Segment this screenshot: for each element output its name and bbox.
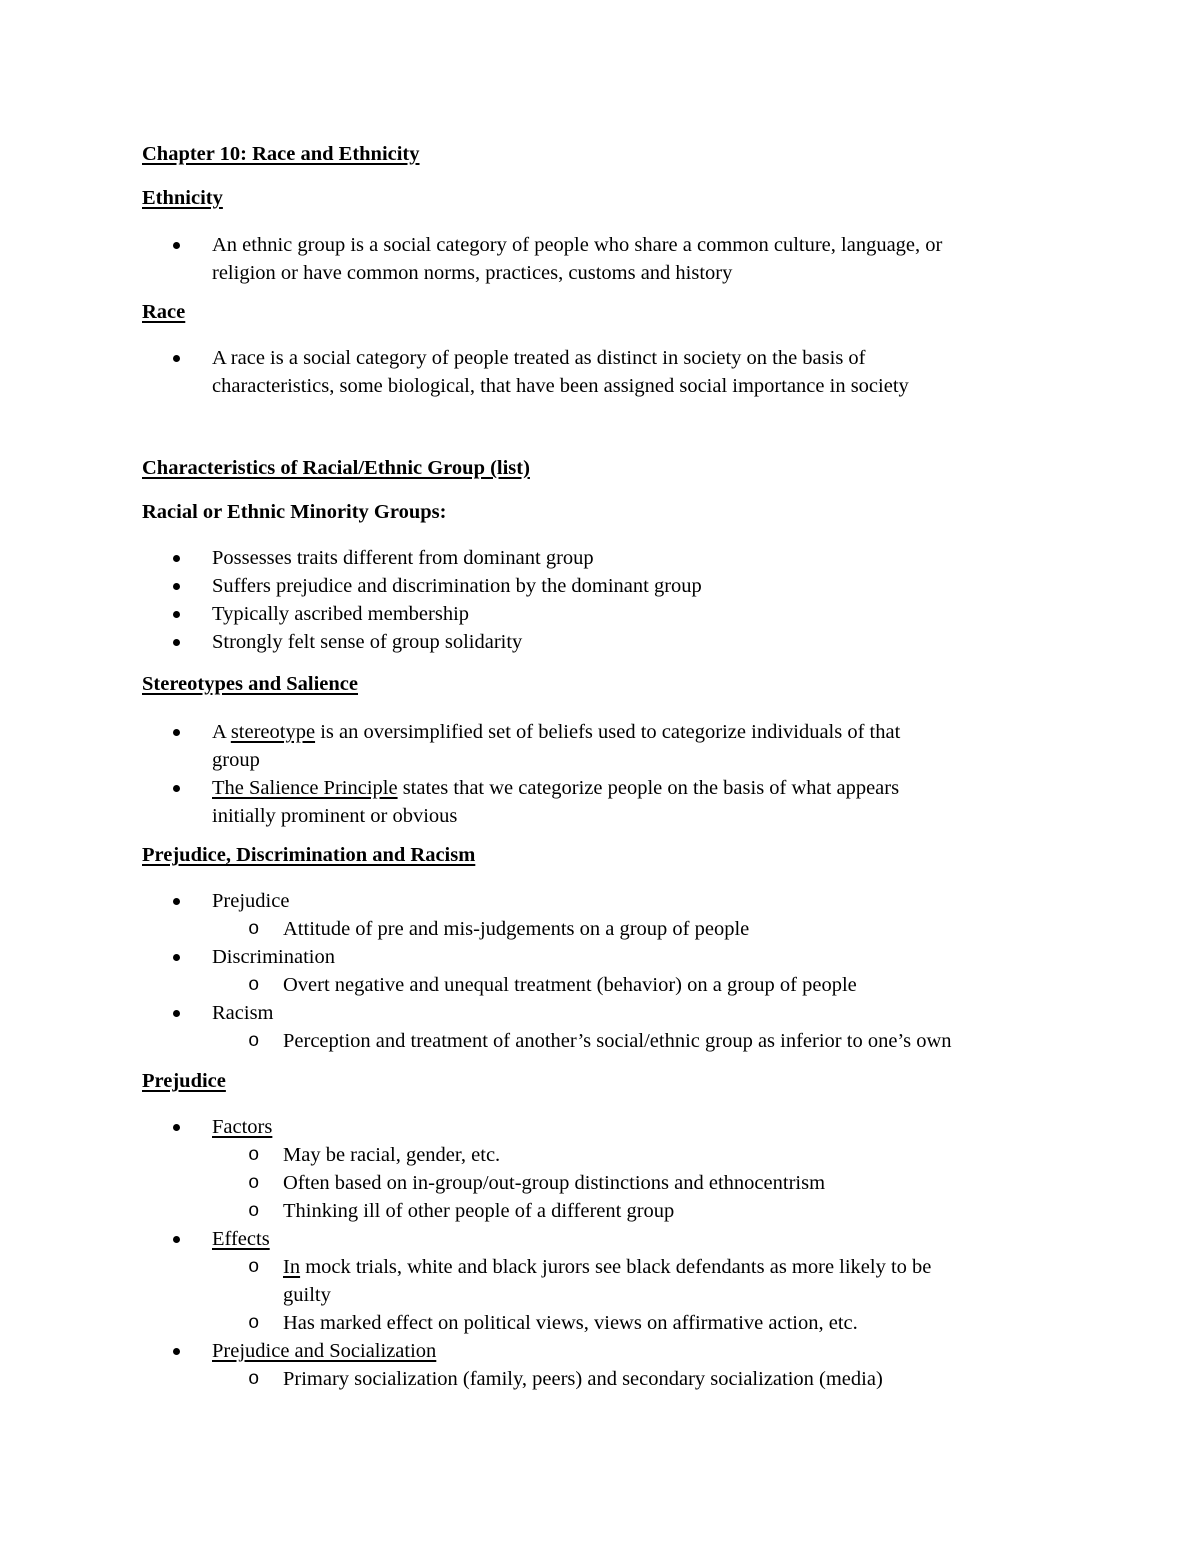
list-item: An ethnic group is a social category of people who share a common culture, language, or religion or have common norms, practices, customs and history <box>0 231 1072 287</box>
prejudice-list <box>0 1113 1200 1393</box>
sub-list-item: o Primary socialization (family, peers) and secondary socialization (media) <box>0 1365 1083 1393</box>
characteristics-list <box>0 544 1200 656</box>
minority-groups-subheading: Racial or Ethnic Minority Groups: <box>142 501 447 523</box>
stereotypes-list <box>0 718 1200 830</box>
ethnicity-heading: Ethnicity <box>142 187 223 209</box>
list-item: Factors <box>0 1113 1072 1141</box>
sub-list-item: o Often based on in-group/out-group distinctions and ethnocentrism <box>0 1169 1083 1197</box>
sub-list-item: o Thinking ill of other people of a different group <box>0 1197 1083 1225</box>
sub-list-item: o Perception and treatment of another’s social/ethnic group as inferior to one’s own <box>0 1027 1113 1055</box>
prejudice-heading: Prejudice <box>142 1070 226 1092</box>
list-item: Prejudice and Socialization <box>0 1337 1072 1365</box>
stereotype-term: stereotype <box>230 721 316 743</box>
sub-list-item: o Has marked effect on political views, views on affirmative action, etc. <box>0 1309 1083 1337</box>
sub-list-item: o May be racial, gender, etc. <box>0 1141 1083 1169</box>
list-item: Typically ascribed membership <box>0 600 1072 628</box>
sub-list-item: o In mock trials, white and black jurors see black defendants as more likely to be guilty <box>0 1253 1083 1309</box>
list-item: Prejudice <box>0 887 1072 915</box>
pdr-heading: Prejudice, Discrimination and Racism <box>142 844 476 866</box>
list-item: Strongly felt sense of group solidarity <box>0 628 1072 656</box>
ethnicity-list <box>0 231 1200 287</box>
list-item: Effects <box>0 1225 1072 1253</box>
salience-principle-term: The Salience Principle <box>212 777 398 799</box>
pdr-list <box>0 887 1200 1055</box>
list-item: Racism <box>0 999 1072 1027</box>
page-title: Chapter 10: Race and Ethnicity <box>142 143 420 165</box>
list-item: Discrimination <box>0 943 1072 971</box>
race-list <box>0 344 1200 400</box>
list-item: A race is a social category of people treated as distinct in society on the basis of characteristics, some biological, that have been assigned social importance in society <box>0 344 1072 400</box>
characteristics-heading: Characteristics of Racial/Ethnic Group (list) <box>142 457 530 479</box>
list-item: Possesses traits different from dominant group <box>0 544 1072 572</box>
race-heading: Race <box>142 301 186 323</box>
sub-list-item: o Overt negative and unequal treatment (behavior) on a group of people <box>0 971 1083 999</box>
list-item: Suffers prejudice and discrimination by the dominant group <box>0 572 1072 600</box>
sub-list-item: o Attitude of pre and mis-judgements on a group of people <box>0 915 1083 943</box>
stereotypes-heading: Stereotypes and Salience <box>142 673 359 695</box>
list-item: The Salience Principle states that we categorize people on the basis of what appears initially prominent or obvious <box>0 774 1072 830</box>
list-item: A stereotype is an oversimplified set of beliefs used to categorize individuals of that group <box>0 718 1072 774</box>
